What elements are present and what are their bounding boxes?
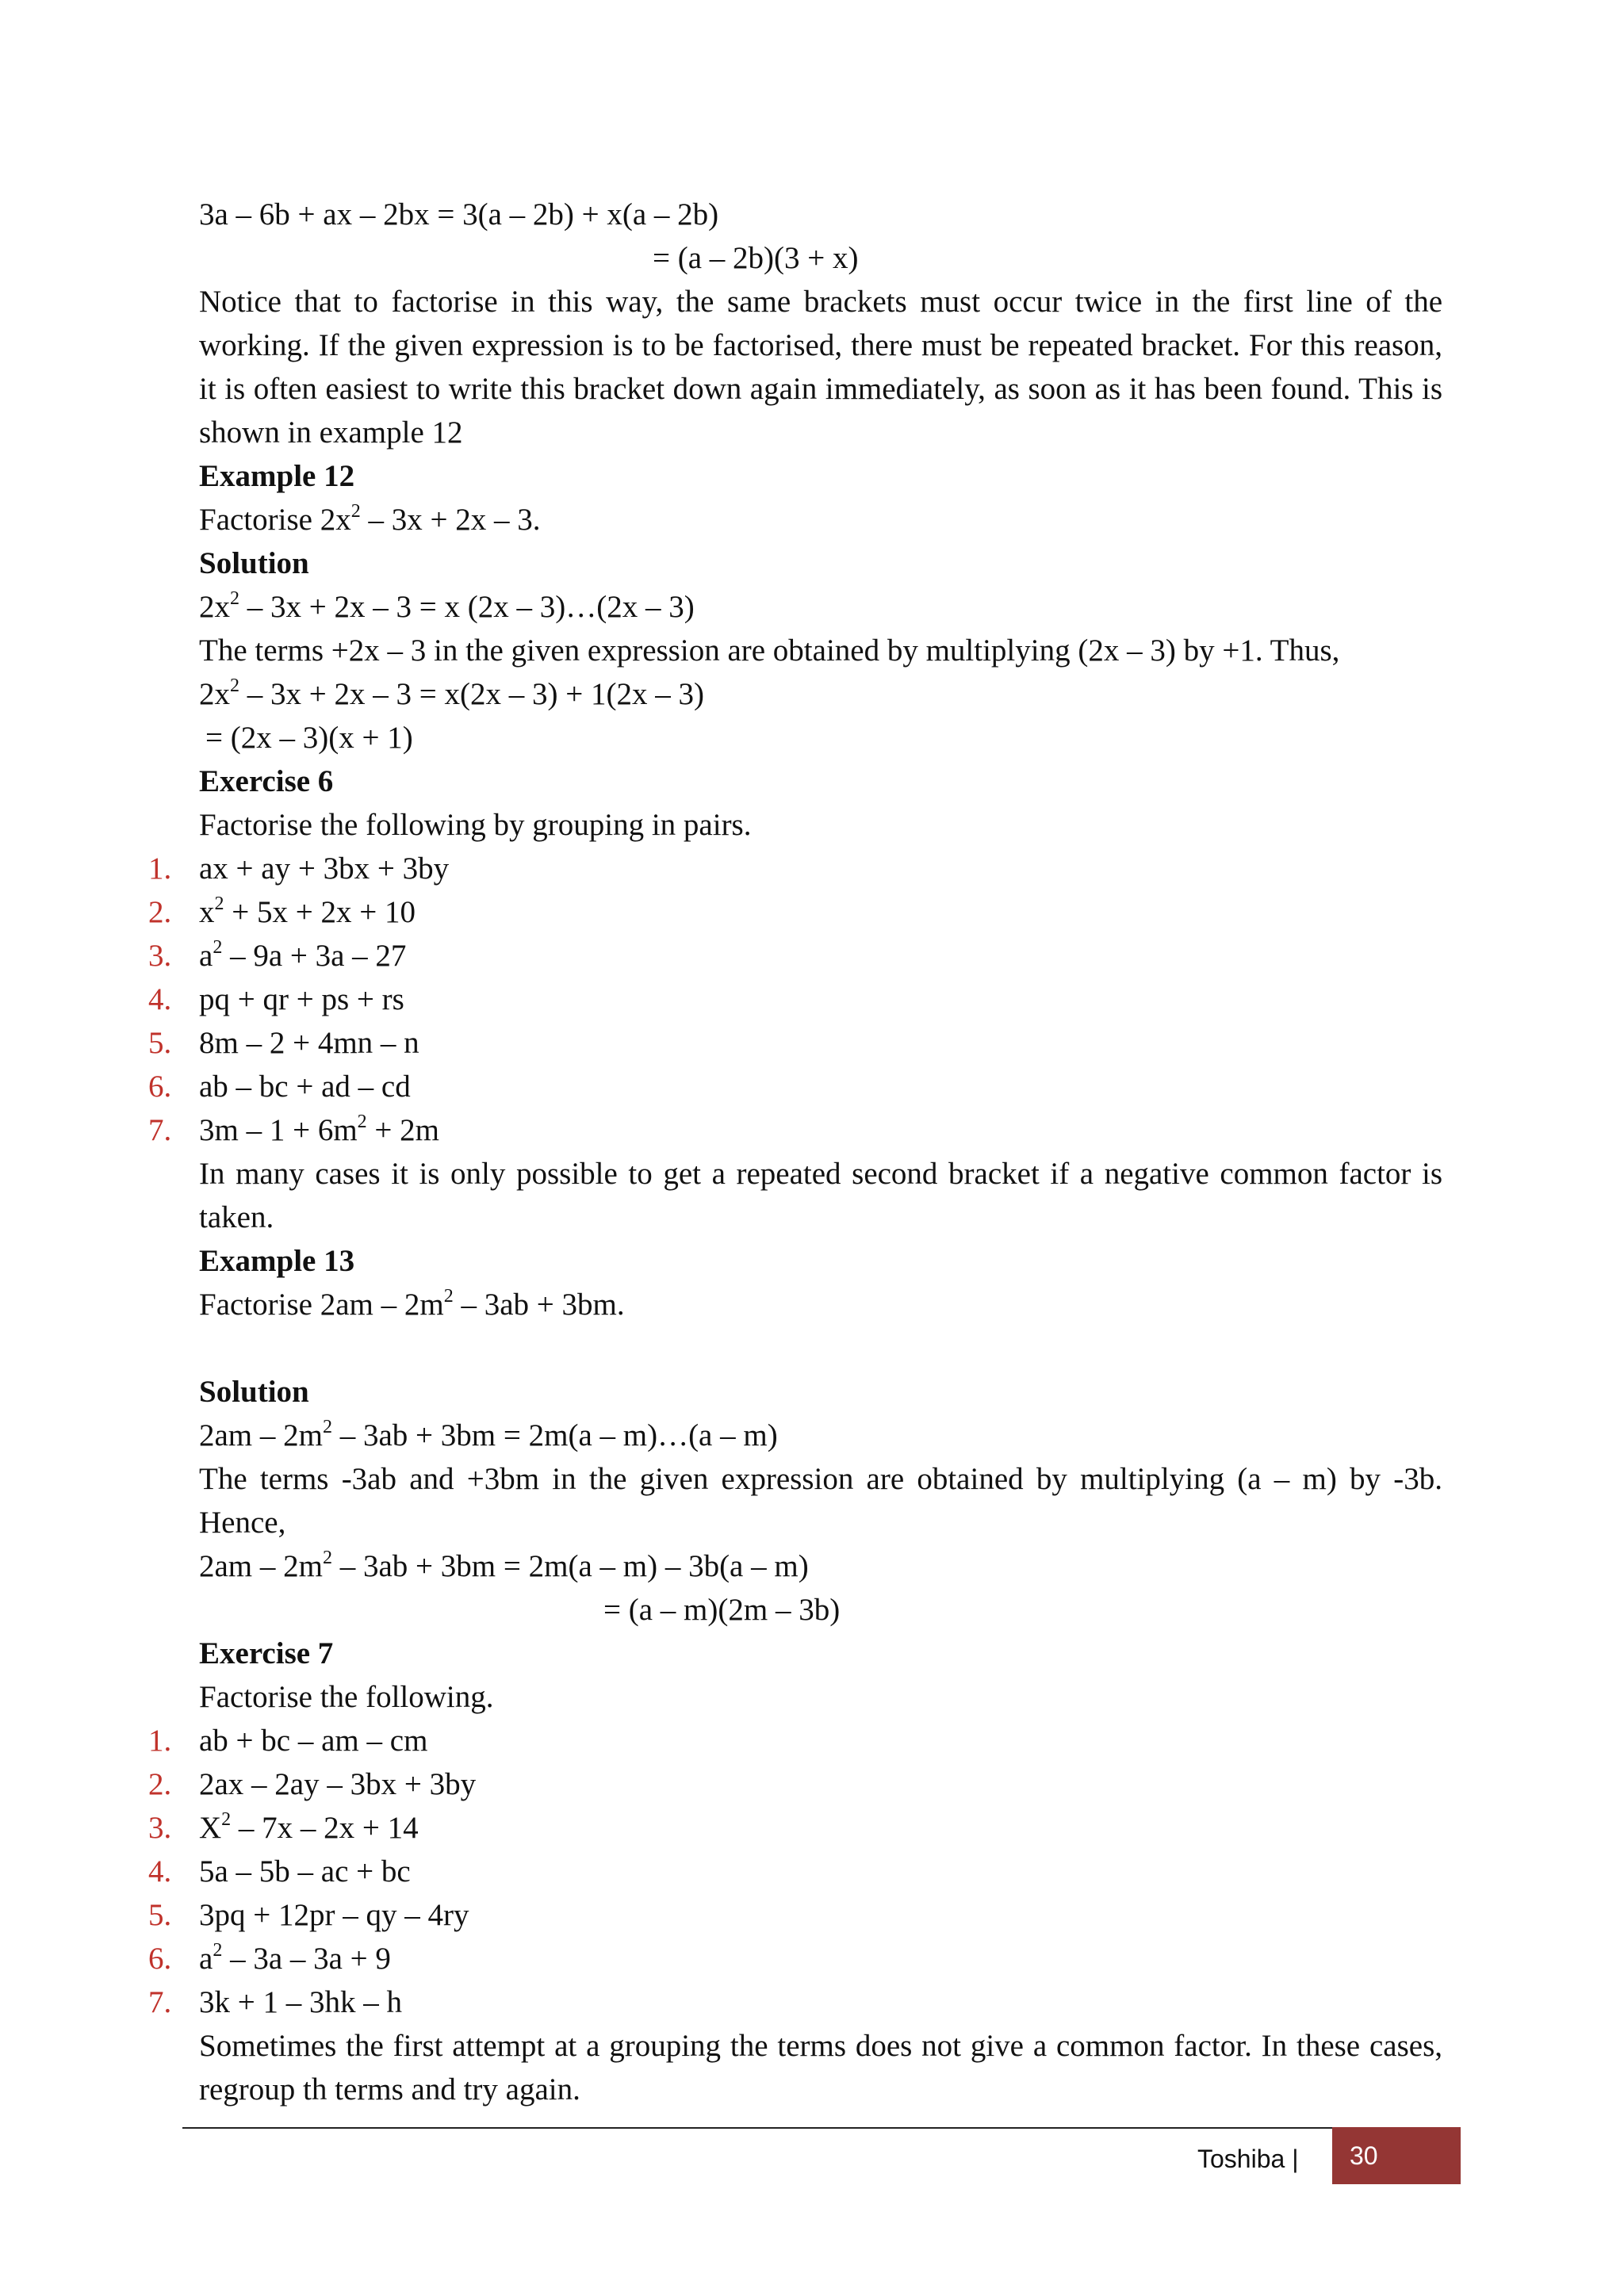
blank-line <box>199 1326 1442 1370</box>
exercise-instruction: Factorise the following by grouping in pairs. <box>199 808 752 842</box>
solution-line: $2x^2 - 3x + 2x - 3 = x(2x - 3) + 1(2x - 3)$ <box>199 675 704 711</box>
item-number: 7. <box>148 1113 172 1147</box>
page-content <box>148 193 1442 2111</box>
solution-line: $2am - 2m^2 - 3ab + 3bm = 2m(a$ – m)…(a – m) <box>199 1417 778 1452</box>
exercise-7-list <box>148 1719 1442 2024</box>
paragraph: Notice that to factorise in this way, the same brackets must occur twice in the first line of the working. If the given expression is to be factorised, there must be repeated bracket. For this reason, it is often easiest to write this bracket down again immediately, as soon as it has been found. This is shown in example 12 <box>199 285 1442 450</box>
item-number: 7. <box>148 1985 172 2019</box>
item-number: 2. <box>148 895 172 929</box>
example-heading: Example 12 <box>199 459 355 493</box>
item-number: 3. <box>148 1811 172 1845</box>
example-heading: Example 13 <box>199 1244 355 1278</box>
footer-rule <box>182 2127 1459 2129</box>
item-number: 1. <box>148 1724 172 1758</box>
item-number: 4. <box>148 982 172 1016</box>
list-item: 3. $X^2 - 7x - 2x + 14$ <box>199 1806 1442 1850</box>
equation-line: = (a – 2b)(3 + x) <box>653 241 859 275</box>
exercise-heading: Exercise 7 <box>199 1636 334 1670</box>
item-number: 5. <box>148 1898 172 1932</box>
list-item: 7. $3m - 1 + 6m^2 + 2m$ <box>199 1108 1442 1152</box>
page-number: 30 <box>1332 2127 1461 2184</box>
item-number: 3. <box>148 939 172 973</box>
item-number: 6. <box>148 1070 172 1104</box>
question: Factorise $2x^2 - 3x + 2x - 3$. <box>199 501 541 537</box>
list-item: 5. 8m – 2 + 4mn – n <box>199 1021 1442 1065</box>
solution-line: = (a – m)(2m – 3b) <box>603 1593 841 1627</box>
list-item: 3. $a^2 - 9a + 3a - 27$ <box>199 934 1442 978</box>
list-item: 1. ab + bc – am – cm <box>199 1719 1442 1762</box>
item-number: 6. <box>148 1942 172 1976</box>
solution-line: = (2x – 3)(x + 1) <box>205 721 413 755</box>
solution-line: $2am - 2m^2 - 3ab + 3bm = 2m(a - m) - 3b(a - m)$ <box>199 1548 809 1583</box>
item-number: 4. <box>148 1854 172 1888</box>
solution-explanation: The terms +2x – 3 in the given expression are obtained by multiplying (2x – 3) by +1. Thus, <box>199 633 1340 668</box>
footer-label: Toshiba | <box>1197 2145 1299 2173</box>
paragraph: Sometimes the first attempt at a grouping the terms does not give a common factor. In these cases, regroup th terms and try again. <box>199 2029 1442 2107</box>
solution-line: $2x^2 - 3x + 2x - 3 = x$ (2x – 3)…(2x – 3) <box>199 588 695 624</box>
item-number: 2. <box>148 1767 172 1801</box>
list-item: 4. pq + qr + ps + rs <box>199 978 1442 1021</box>
list-item: 6. ab – bc + ad – cd <box>199 1065 1442 1108</box>
list-item: 7. 3k + 1 – 3hk – h <box>199 1980 1442 2024</box>
list-item: 2. 2ax – 2ay – 3bx + 3by <box>199 1762 1442 1806</box>
question: Factorise $2am - 2m^2 - 3ab + 3bm$. <box>199 1286 625 1322</box>
list-item: 5. 3pq + 12pr – qy – 4ry <box>199 1893 1442 1937</box>
solution-explanation: The terms -3ab and +3bm in the given expression are obtained by multiplying (a – m) by -3b. Hence, <box>199 1462 1442 1540</box>
solution-heading: Solution <box>199 546 309 580</box>
list-item: 4. 5a – 5b – ac + bc <box>199 1850 1442 1893</box>
list-item: 1. ax + ay + 3bx + 3by <box>199 847 1442 890</box>
solution-heading: Solution <box>199 1375 309 1409</box>
list-item: 6. $a^2 - 3a - 3a + 9$ <box>199 1937 1442 1980</box>
list-item: 2. $x^2 + 5x + 2x + 10$ <box>199 890 1442 934</box>
item-number: 5. <box>148 1026 172 1060</box>
exercise-heading: Exercise 6 <box>199 764 334 798</box>
exercise-instruction: Factorise the following. <box>199 1680 494 1714</box>
item-number: 1. <box>148 851 172 886</box>
exercise-6-list <box>148 847 1442 1152</box>
paragraph: In many cases it is only possible to get a repeated second bracket if a negative common factor is taken. <box>199 1157 1442 1234</box>
equation-line: 3a – 6b + ax – 2bx = 3(a – 2b) + x(a – 2b) <box>199 197 719 232</box>
